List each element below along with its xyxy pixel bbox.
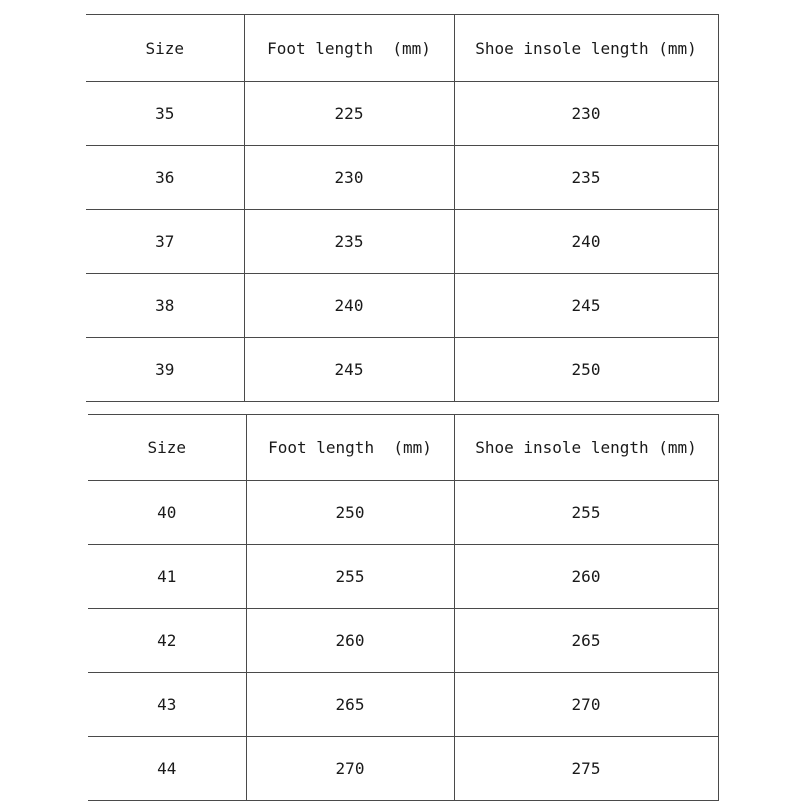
table-row xyxy=(88,481,718,545)
cell-size: 35 xyxy=(86,82,244,146)
cell-size: 41 xyxy=(88,545,246,609)
cell-foot-length: 225 xyxy=(244,82,454,146)
header-foot-length: Foot length (mm) xyxy=(246,415,454,481)
table-row xyxy=(86,82,718,146)
table-row xyxy=(88,673,718,737)
cell-size: 38 xyxy=(86,274,244,338)
header-foot-length: Foot length (mm) xyxy=(244,15,454,82)
cell-size: 39 xyxy=(86,338,244,402)
cell-size: 36 xyxy=(86,146,244,210)
table-row xyxy=(86,146,718,210)
cell-foot-length: 265 xyxy=(246,673,454,737)
cell-foot-length: 255 xyxy=(246,545,454,609)
cell-size: 37 xyxy=(86,210,244,274)
cell-insole-length: 235 xyxy=(454,146,718,210)
cell-insole-length: 265 xyxy=(454,609,718,673)
cell-insole-length: 230 xyxy=(454,82,718,146)
cell-insole-length: 245 xyxy=(454,274,718,338)
table-row xyxy=(86,274,718,338)
cell-foot-length: 260 xyxy=(246,609,454,673)
size-chart-table-1 xyxy=(86,14,719,402)
cell-size: 42 xyxy=(88,609,246,673)
cell-size: 44 xyxy=(88,737,246,801)
cell-insole-length: 275 xyxy=(454,737,718,801)
table-header-row xyxy=(86,15,718,82)
table-row xyxy=(86,210,718,274)
table-row xyxy=(86,338,718,402)
header-insole-length: Shoe insole length (mm) xyxy=(454,15,718,82)
table-header-row xyxy=(88,415,718,481)
table-row xyxy=(88,737,718,801)
cell-foot-length: 270 xyxy=(246,737,454,801)
cell-insole-length: 255 xyxy=(454,481,718,545)
cell-size: 43 xyxy=(88,673,246,737)
cell-foot-length: 245 xyxy=(244,338,454,402)
cell-size: 40 xyxy=(88,481,246,545)
cell-insole-length: 270 xyxy=(454,673,718,737)
cell-foot-length: 240 xyxy=(244,274,454,338)
cell-insole-length: 260 xyxy=(454,545,718,609)
table-row xyxy=(88,545,718,609)
header-insole-length: Shoe insole length (mm) xyxy=(454,415,718,481)
cell-foot-length: 235 xyxy=(244,210,454,274)
header-size: Size xyxy=(86,15,244,82)
cell-foot-length: 230 xyxy=(244,146,454,210)
header-size: Size xyxy=(88,415,246,481)
cell-insole-length: 250 xyxy=(454,338,718,402)
cell-foot-length: 250 xyxy=(246,481,454,545)
size-chart-table-2 xyxy=(88,414,719,801)
table-row xyxy=(88,609,718,673)
cell-insole-length: 240 xyxy=(454,210,718,274)
